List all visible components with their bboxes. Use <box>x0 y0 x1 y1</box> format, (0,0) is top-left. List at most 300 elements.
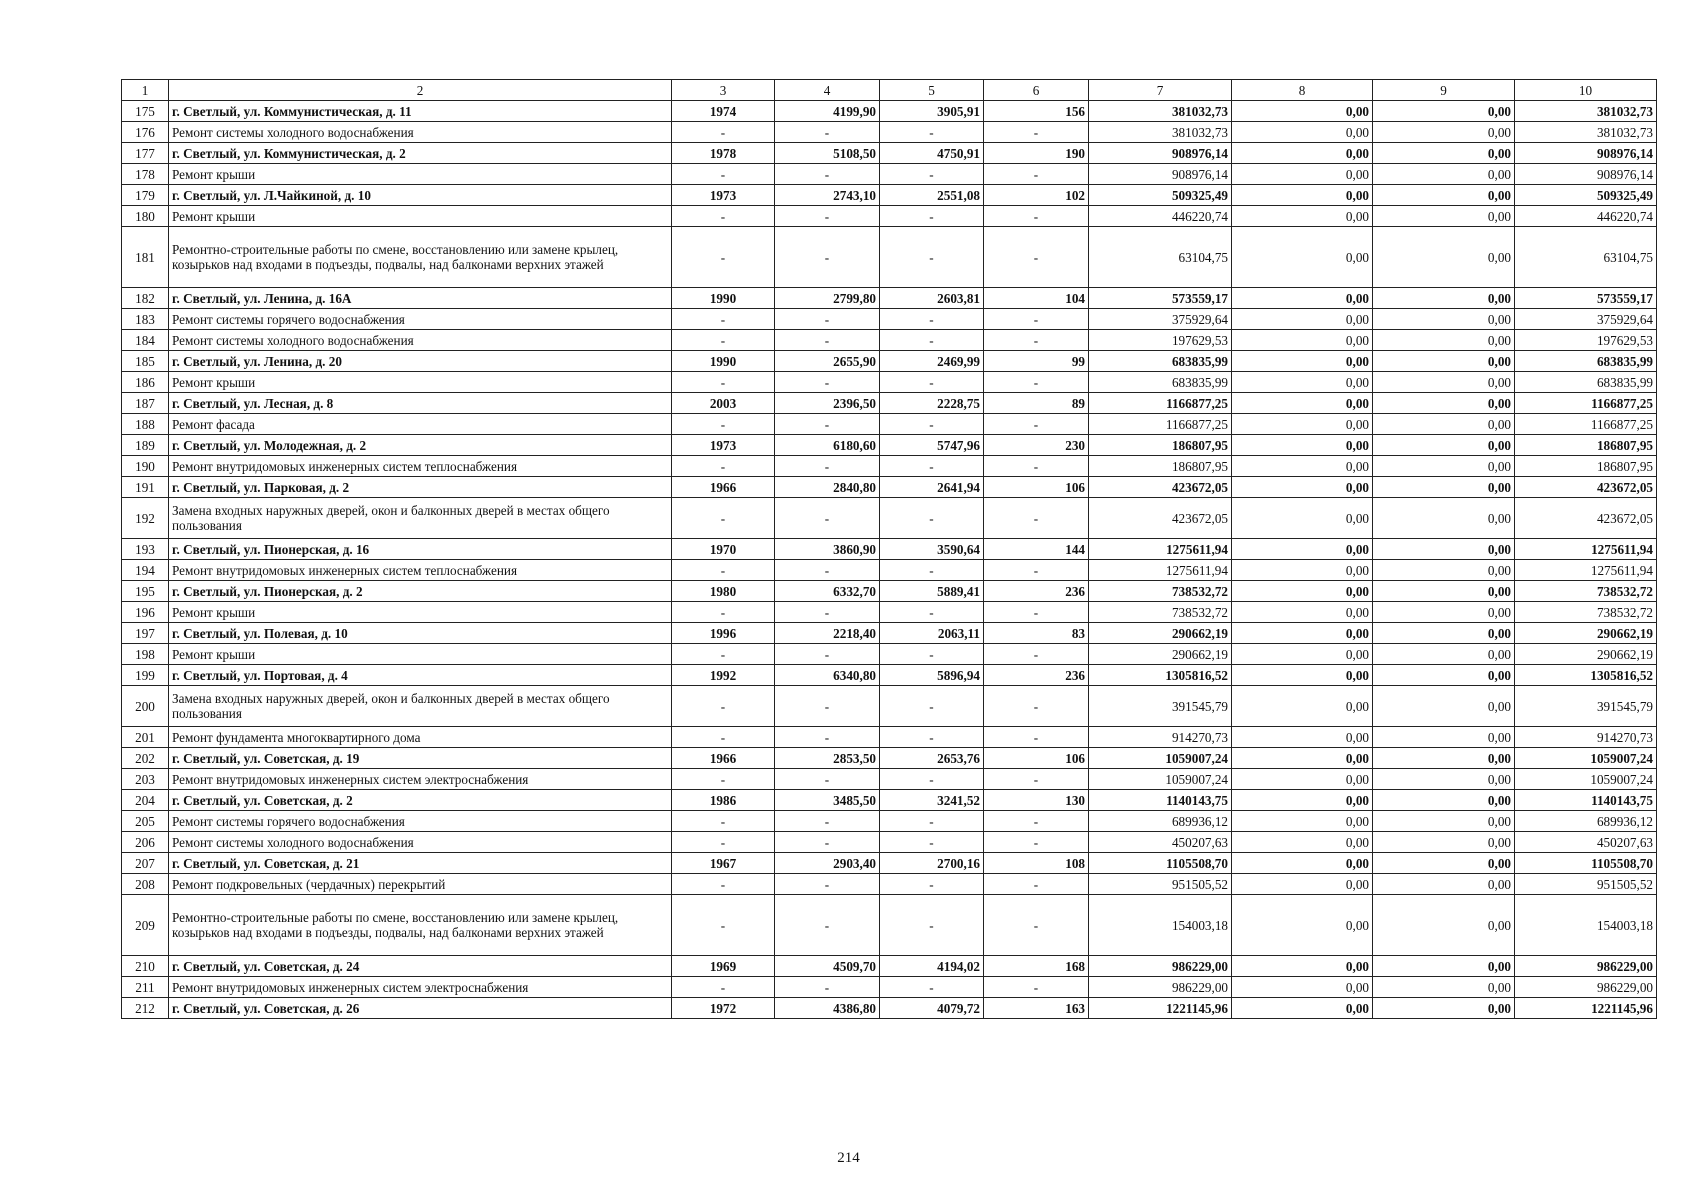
total-cost-cell: 197629,53 <box>1089 330 1232 351</box>
data-table-container <box>121 79 1656 1019</box>
living-area-cell: - <box>880 414 984 435</box>
living-area-cell: 2228,75 <box>880 393 984 414</box>
row-number-cell: 191 <box>122 477 169 498</box>
year-built-cell: - <box>672 206 775 227</box>
row-number-cell: 208 <box>122 874 169 895</box>
fund-support-cell: 0,00 <box>1232 853 1373 874</box>
work-row <box>122 309 1657 330</box>
total-area-cell: 4509,70 <box>775 956 880 977</box>
total-area-cell: - <box>775 769 880 790</box>
residents-count-cell: 108 <box>984 853 1089 874</box>
total-area-cell: - <box>775 206 880 227</box>
living-area-cell: - <box>880 498 984 539</box>
living-area-cell: 2603,81 <box>880 288 984 309</box>
budget-funds-cell: 0,00 <box>1373 895 1515 956</box>
owners-funds-cell: 290662,19 <box>1515 644 1657 665</box>
year-built-cell: - <box>672 874 775 895</box>
description-cell: Ремонт крыши <box>169 644 672 665</box>
living-area-cell: - <box>880 330 984 351</box>
fund-support-cell: 0,00 <box>1232 956 1373 977</box>
address-row <box>122 790 1657 811</box>
description-cell: Замена входных наружных дверей, окон и балконных дверей в местах общего пользования <box>169 686 672 727</box>
description-cell: г. Светлый, ул. Пионерская, д. 2 <box>169 581 672 602</box>
total-cost-cell: 1166877,25 <box>1089 393 1232 414</box>
row-number-cell: 197 <box>122 623 169 644</box>
owners-funds-cell: 154003,18 <box>1515 895 1657 956</box>
residents-count-cell: - <box>984 122 1089 143</box>
fund-support-cell: 0,00 <box>1232 330 1373 351</box>
fund-support-cell: 0,00 <box>1232 206 1373 227</box>
budget-funds-cell: 0,00 <box>1373 581 1515 602</box>
year-built-cell: - <box>672 330 775 351</box>
fund-support-cell: 0,00 <box>1232 288 1373 309</box>
work-row <box>122 602 1657 623</box>
budget-funds-cell: 0,00 <box>1373 790 1515 811</box>
living-area-cell: - <box>880 372 984 393</box>
work-row <box>122 811 1657 832</box>
work-row <box>122 330 1657 351</box>
fund-support-cell: 0,00 <box>1232 414 1373 435</box>
living-area-cell: 5889,41 <box>880 581 984 602</box>
description-cell: Ремонт внутридомовых инженерных систем электроснабжения <box>169 977 672 998</box>
owners-funds-cell: 738532,72 <box>1515 602 1657 623</box>
budget-funds-cell: 0,00 <box>1373 560 1515 581</box>
header-cell: 3 <box>672 80 775 101</box>
total-area-cell: - <box>775 456 880 477</box>
year-built-cell: 1967 <box>672 853 775 874</box>
total-area-cell: 2655,90 <box>775 351 880 372</box>
address-row <box>122 853 1657 874</box>
owners-funds-cell: 197629,53 <box>1515 330 1657 351</box>
total-cost-cell: 154003,18 <box>1089 895 1232 956</box>
page-number: 214 <box>837 1150 860 1166</box>
total-cost-cell: 1140143,75 <box>1089 790 1232 811</box>
total-area-cell: 2799,80 <box>775 288 880 309</box>
row-number-cell: 182 <box>122 288 169 309</box>
fund-support-cell: 0,00 <box>1232 727 1373 748</box>
address-row <box>122 956 1657 977</box>
work-row <box>122 206 1657 227</box>
description-cell: Ремонтно-строительные работы по смене, восстановлению или замене крылец, козырьков над входами в подъезды, подвалы, над балконами верхних этажей <box>169 227 672 288</box>
residents-count-cell: - <box>984 727 1089 748</box>
living-area-cell: - <box>880 309 984 330</box>
total-cost-cell: 375929,64 <box>1089 309 1232 330</box>
year-built-cell: - <box>672 164 775 185</box>
row-number-cell: 202 <box>122 748 169 769</box>
header-cell: 4 <box>775 80 880 101</box>
total-area-cell: - <box>775 164 880 185</box>
residents-count-cell: - <box>984 895 1089 956</box>
row-number-cell: 201 <box>122 727 169 748</box>
residents-count-cell: 89 <box>984 393 1089 414</box>
description-cell: г. Светлый, ул. Коммунистическая, д. 11 <box>169 101 672 122</box>
year-built-cell: 1986 <box>672 790 775 811</box>
living-area-cell: - <box>880 122 984 143</box>
row-number-cell: 207 <box>122 853 169 874</box>
residents-count-cell: 163 <box>984 998 1089 1019</box>
total-cost-cell: 689936,12 <box>1089 811 1232 832</box>
address-row <box>122 665 1657 686</box>
year-built-cell: - <box>672 456 775 477</box>
fund-support-cell: 0,00 <box>1232 393 1373 414</box>
total-cost-cell: 450207,63 <box>1089 832 1232 853</box>
row-number-cell: 185 <box>122 351 169 372</box>
total-cost-cell: 738532,72 <box>1089 581 1232 602</box>
address-row <box>122 351 1657 372</box>
row-number-cell: 203 <box>122 769 169 790</box>
fund-support-cell: 0,00 <box>1232 435 1373 456</box>
description-cell: г. Светлый, ул. Советская, д. 24 <box>169 956 672 977</box>
total-cost-cell: 423672,05 <box>1089 498 1232 539</box>
total-cost-cell: 1275611,94 <box>1089 539 1232 560</box>
budget-funds-cell: 0,00 <box>1373 330 1515 351</box>
living-area-cell: 5747,96 <box>880 435 984 456</box>
residents-count-cell: 236 <box>984 581 1089 602</box>
budget-funds-cell: 0,00 <box>1373 206 1515 227</box>
description-cell: Ремонт системы холодного водоснабжения <box>169 832 672 853</box>
residents-count-cell: 156 <box>984 101 1089 122</box>
row-number-cell: 206 <box>122 832 169 853</box>
fund-support-cell: 0,00 <box>1232 185 1373 206</box>
budget-funds-cell: 0,00 <box>1373 477 1515 498</box>
year-built-cell: - <box>672 686 775 727</box>
work-row <box>122 164 1657 185</box>
year-built-cell: - <box>672 498 775 539</box>
total-cost-cell: 986229,00 <box>1089 977 1232 998</box>
total-cost-cell: 1059007,24 <box>1089 748 1232 769</box>
row-number-cell: 210 <box>122 956 169 977</box>
residents-count-cell: 230 <box>984 435 1089 456</box>
description-cell: Ремонт крыши <box>169 206 672 227</box>
owners-funds-cell: 573559,17 <box>1515 288 1657 309</box>
row-number-cell: 195 <box>122 581 169 602</box>
row-number-cell: 200 <box>122 686 169 727</box>
table-body <box>122 101 1657 1019</box>
total-area-cell: 5108,50 <box>775 143 880 164</box>
work-row <box>122 122 1657 143</box>
owners-funds-cell: 63104,75 <box>1515 227 1657 288</box>
total-area-cell: - <box>775 895 880 956</box>
description-cell: г. Светлый, ул. Молодежная, д. 2 <box>169 435 672 456</box>
residents-count-cell: - <box>984 330 1089 351</box>
residents-count-cell: 168 <box>984 956 1089 977</box>
total-cost-cell: 509325,49 <box>1089 185 1232 206</box>
row-number-cell: 190 <box>122 456 169 477</box>
living-area-cell: - <box>880 164 984 185</box>
owners-funds-cell: 375929,64 <box>1515 309 1657 330</box>
owners-funds-cell: 509325,49 <box>1515 185 1657 206</box>
description-cell: Ремонтно-строительные работы по смене, восстановлению или замене крылец, козырьков над входами в подъезды, подвалы, над балконами верхних этажей <box>169 895 672 956</box>
budget-funds-cell: 0,00 <box>1373 811 1515 832</box>
residents-count-cell: - <box>984 227 1089 288</box>
budget-funds-cell: 0,00 <box>1373 665 1515 686</box>
total-area-cell: 2396,50 <box>775 393 880 414</box>
owners-funds-cell: 381032,73 <box>1515 101 1657 122</box>
total-cost-cell: 914270,73 <box>1089 727 1232 748</box>
address-row <box>122 435 1657 456</box>
residents-count-cell: 236 <box>984 665 1089 686</box>
total-area-cell: - <box>775 602 880 623</box>
budget-funds-cell: 0,00 <box>1373 101 1515 122</box>
row-number-cell: 198 <box>122 644 169 665</box>
fund-support-cell: 0,00 <box>1232 790 1373 811</box>
header-cell: 7 <box>1089 80 1232 101</box>
address-row <box>122 623 1657 644</box>
total-area-cell: - <box>775 727 880 748</box>
year-built-cell: 1990 <box>672 288 775 309</box>
residents-count-cell: - <box>984 309 1089 330</box>
total-cost-cell: 423672,05 <box>1089 477 1232 498</box>
description-cell: г. Светлый, ул. Ленина, д. 20 <box>169 351 672 372</box>
residents-count-cell: - <box>984 811 1089 832</box>
total-area-cell: 6180,60 <box>775 435 880 456</box>
residents-count-cell: - <box>984 602 1089 623</box>
address-row <box>122 143 1657 164</box>
living-area-cell: - <box>880 727 984 748</box>
total-cost-cell: 683835,99 <box>1089 372 1232 393</box>
row-number-cell: 180 <box>122 206 169 227</box>
owners-funds-cell: 986229,00 <box>1515 977 1657 998</box>
budget-funds-cell: 0,00 <box>1373 435 1515 456</box>
budget-funds-cell: 0,00 <box>1373 977 1515 998</box>
owners-funds-cell: 186807,95 <box>1515 456 1657 477</box>
total-area-cell: - <box>775 874 880 895</box>
owners-funds-cell: 391545,79 <box>1515 686 1657 727</box>
living-area-cell: 2653,76 <box>880 748 984 769</box>
description-cell: Ремонт внутридомовых инженерных систем электроснабжения <box>169 769 672 790</box>
year-built-cell: - <box>672 372 775 393</box>
address-row <box>122 288 1657 309</box>
owners-funds-cell: 1140143,75 <box>1515 790 1657 811</box>
total-cost-cell: 573559,17 <box>1089 288 1232 309</box>
fund-support-cell: 0,00 <box>1232 895 1373 956</box>
owners-funds-cell: 1275611,94 <box>1515 560 1657 581</box>
row-number-cell: 205 <box>122 811 169 832</box>
living-area-cell: - <box>880 874 984 895</box>
work-row <box>122 769 1657 790</box>
total-cost-cell: 951505,52 <box>1089 874 1232 895</box>
residents-count-cell: - <box>984 769 1089 790</box>
owners-funds-cell: 1221145,96 <box>1515 998 1657 1019</box>
row-number-cell: 189 <box>122 435 169 456</box>
total-area-cell: - <box>775 122 880 143</box>
work-row <box>122 498 1657 539</box>
owners-funds-cell: 986229,00 <box>1515 956 1657 977</box>
budget-funds-cell: 0,00 <box>1373 227 1515 288</box>
total-area-cell: 4386,80 <box>775 998 880 1019</box>
total-area-cell: 6332,70 <box>775 581 880 602</box>
year-built-cell: 1970 <box>672 539 775 560</box>
total-cost-cell: 290662,19 <box>1089 644 1232 665</box>
year-built-cell: - <box>672 122 775 143</box>
year-built-cell: - <box>672 727 775 748</box>
living-area-cell: 3905,91 <box>880 101 984 122</box>
work-row <box>122 560 1657 581</box>
total-area-cell: 3485,50 <box>775 790 880 811</box>
budget-funds-cell: 0,00 <box>1373 393 1515 414</box>
row-number-cell: 178 <box>122 164 169 185</box>
total-area-cell: - <box>775 977 880 998</box>
fund-support-cell: 0,00 <box>1232 164 1373 185</box>
budget-funds-cell: 0,00 <box>1373 956 1515 977</box>
budget-funds-cell: 0,00 <box>1373 748 1515 769</box>
fund-support-cell: 0,00 <box>1232 560 1373 581</box>
year-built-cell: 1973 <box>672 435 775 456</box>
work-row <box>122 644 1657 665</box>
fund-support-cell: 0,00 <box>1232 122 1373 143</box>
header-cell: 2 <box>169 80 672 101</box>
fund-support-cell: 0,00 <box>1232 769 1373 790</box>
work-row <box>122 832 1657 853</box>
owners-funds-cell: 446220,74 <box>1515 206 1657 227</box>
work-row <box>122 227 1657 288</box>
fund-support-cell: 0,00 <box>1232 539 1373 560</box>
budget-funds-cell: 0,00 <box>1373 832 1515 853</box>
address-row <box>122 998 1657 1019</box>
year-built-cell: - <box>672 644 775 665</box>
description-cell: Ремонт подкровельных (чердачных) перекрытий <box>169 874 672 895</box>
description-cell: Ремонт фасада <box>169 414 672 435</box>
fund-support-cell: 0,00 <box>1232 101 1373 122</box>
residents-count-cell: - <box>984 644 1089 665</box>
row-number-cell: 176 <box>122 122 169 143</box>
row-number-cell: 184 <box>122 330 169 351</box>
residents-count-cell: 99 <box>984 351 1089 372</box>
year-built-cell: - <box>672 309 775 330</box>
owners-funds-cell: 908976,14 <box>1515 164 1657 185</box>
owners-funds-cell: 1305816,52 <box>1515 665 1657 686</box>
work-row <box>122 372 1657 393</box>
fund-support-cell: 0,00 <box>1232 832 1373 853</box>
budget-funds-cell: 0,00 <box>1373 998 1515 1019</box>
budget-funds-cell: 0,00 <box>1373 498 1515 539</box>
total-area-cell: - <box>775 644 880 665</box>
year-built-cell: - <box>672 227 775 288</box>
total-cost-cell: 63104,75 <box>1089 227 1232 288</box>
year-built-cell: - <box>672 832 775 853</box>
fund-support-cell: 0,00 <box>1232 227 1373 288</box>
owners-funds-cell: 738532,72 <box>1515 581 1657 602</box>
total-area-cell: 3860,90 <box>775 539 880 560</box>
year-built-cell: 1992 <box>672 665 775 686</box>
row-number-cell: 194 <box>122 560 169 581</box>
budget-funds-cell: 0,00 <box>1373 143 1515 164</box>
living-area-cell: - <box>880 832 984 853</box>
row-number-cell: 187 <box>122 393 169 414</box>
year-built-cell: - <box>672 602 775 623</box>
year-built-cell: 1973 <box>672 185 775 206</box>
living-area-cell: - <box>880 456 984 477</box>
budget-funds-cell: 0,00 <box>1373 539 1515 560</box>
fund-support-cell: 0,00 <box>1232 309 1373 330</box>
row-number-cell: 175 <box>122 101 169 122</box>
total-cost-cell: 1166877,25 <box>1089 414 1232 435</box>
fund-support-cell: 0,00 <box>1232 874 1373 895</box>
year-built-cell: 1972 <box>672 998 775 1019</box>
budget-funds-cell: 0,00 <box>1373 769 1515 790</box>
budget-funds-cell: 0,00 <box>1373 686 1515 727</box>
owners-funds-cell: 450207,63 <box>1515 832 1657 853</box>
budget-funds-cell: 0,00 <box>1373 185 1515 206</box>
residents-count-cell: 83 <box>984 623 1089 644</box>
row-number-cell: 192 <box>122 498 169 539</box>
description-cell: Ремонт внутридомовых инженерных систем теплоснабжения <box>169 456 672 477</box>
owners-funds-cell: 381032,73 <box>1515 122 1657 143</box>
year-built-cell: 1990 <box>672 351 775 372</box>
row-number-cell: 183 <box>122 309 169 330</box>
description-cell: Ремонт фундамента многоквартирного дома <box>169 727 672 748</box>
description-cell: г. Светлый, ул. Ленина, д. 16А <box>169 288 672 309</box>
header-cell: 5 <box>880 80 984 101</box>
fund-support-cell: 0,00 <box>1232 998 1373 1019</box>
budget-funds-cell: 0,00 <box>1373 414 1515 435</box>
total-area-cell: 6340,80 <box>775 665 880 686</box>
year-built-cell: 1966 <box>672 477 775 498</box>
address-row <box>122 185 1657 206</box>
description-cell: Замена входных наружных дверей, окон и балконных дверей в местах общего пользования <box>169 498 672 539</box>
residents-count-cell: - <box>984 560 1089 581</box>
fund-support-cell: 0,00 <box>1232 372 1373 393</box>
budget-funds-cell: 0,00 <box>1373 288 1515 309</box>
address-row <box>122 581 1657 602</box>
description-cell: г. Светлый, ул. Полевая, д. 10 <box>169 623 672 644</box>
total-cost-cell: 186807,95 <box>1089 435 1232 456</box>
residents-count-cell: 102 <box>984 185 1089 206</box>
year-built-cell: - <box>672 811 775 832</box>
total-area-cell: - <box>775 811 880 832</box>
year-built-cell: 1978 <box>672 143 775 164</box>
fund-support-cell: 0,00 <box>1232 143 1373 164</box>
owners-funds-cell: 1166877,25 <box>1515 393 1657 414</box>
total-area-cell: - <box>775 560 880 581</box>
row-number-cell: 209 <box>122 895 169 956</box>
living-area-cell: - <box>880 644 984 665</box>
budget-funds-cell: 0,00 <box>1373 456 1515 477</box>
living-area-cell: 2700,16 <box>880 853 984 874</box>
living-area-cell: - <box>880 602 984 623</box>
row-number-cell: 188 <box>122 414 169 435</box>
repair-program-table <box>121 79 1657 1019</box>
work-row <box>122 895 1657 956</box>
residents-count-cell: 106 <box>984 477 1089 498</box>
year-built-cell: - <box>672 560 775 581</box>
owners-funds-cell: 423672,05 <box>1515 498 1657 539</box>
total-cost-cell: 186807,95 <box>1089 456 1232 477</box>
total-cost-cell: 1059007,24 <box>1089 769 1232 790</box>
living-area-cell: 2063,11 <box>880 623 984 644</box>
living-area-cell: - <box>880 811 984 832</box>
row-number-cell: 196 <box>122 602 169 623</box>
description-cell: Ремонт системы горячего водоснабжения <box>169 811 672 832</box>
owners-funds-cell: 1105508,70 <box>1515 853 1657 874</box>
description-cell: Ремонт крыши <box>169 602 672 623</box>
fund-support-cell: 0,00 <box>1232 498 1373 539</box>
owners-funds-cell: 1059007,24 <box>1515 748 1657 769</box>
row-number-cell: 211 <box>122 977 169 998</box>
description-cell: Ремонт системы холодного водоснабжения <box>169 122 672 143</box>
header-cell: 6 <box>984 80 1089 101</box>
owners-funds-cell: 290662,19 <box>1515 623 1657 644</box>
owners-funds-cell: 908976,14 <box>1515 143 1657 164</box>
budget-funds-cell: 0,00 <box>1373 372 1515 393</box>
residents-count-cell: - <box>984 874 1089 895</box>
living-area-cell: - <box>880 686 984 727</box>
total-cost-cell: 446220,74 <box>1089 206 1232 227</box>
work-row <box>122 874 1657 895</box>
living-area-cell: 2551,08 <box>880 185 984 206</box>
work-row <box>122 977 1657 998</box>
budget-funds-cell: 0,00 <box>1373 727 1515 748</box>
